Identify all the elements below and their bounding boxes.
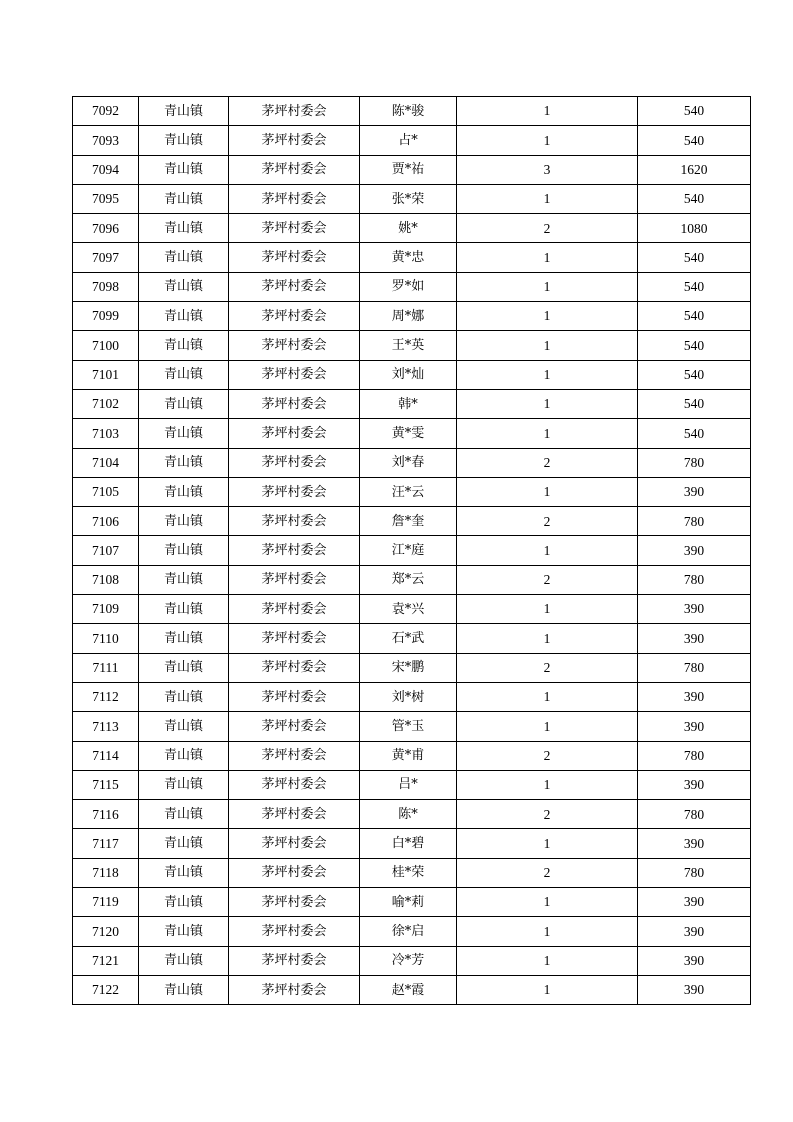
cell-count: 1 <box>457 272 638 301</box>
table-row <box>73 184 751 213</box>
cell-person-name: 黄*忠 <box>360 243 457 272</box>
cell-person-name: 刘*树 <box>360 682 457 711</box>
cell-person-name: 刘*春 <box>360 448 457 477</box>
cell-count: 1 <box>457 126 638 155</box>
cell-village-committee: 茅坪村委会 <box>229 477 360 506</box>
table-row <box>73 565 751 594</box>
table-row <box>73 272 751 301</box>
table-row <box>73 97 751 126</box>
cell-count: 2 <box>457 741 638 770</box>
cell-person-name: 陈*骏 <box>360 97 457 126</box>
cell-amount: 390 <box>638 624 751 653</box>
table-row <box>73 507 751 536</box>
cell-serial-number: 7101 <box>73 360 139 389</box>
table-row <box>73 448 751 477</box>
cell-count: 1 <box>457 975 638 1004</box>
cell-person-name: 黄*雯 <box>360 419 457 448</box>
cell-count: 2 <box>457 800 638 829</box>
cell-count: 1 <box>457 888 638 917</box>
table-row <box>73 389 751 418</box>
table-row <box>73 741 751 770</box>
cell-village-committee: 茅坪村委会 <box>229 536 360 565</box>
cell-person-name: 周*娜 <box>360 302 457 331</box>
cell-amount: 540 <box>638 243 751 272</box>
cell-amount: 780 <box>638 507 751 536</box>
cell-person-name: 白*碧 <box>360 829 457 858</box>
table-row <box>73 829 751 858</box>
cell-person-name: 喻*莉 <box>360 888 457 917</box>
cell-village-committee: 茅坪村委会 <box>229 682 360 711</box>
table-row <box>73 946 751 975</box>
cell-town: 青山镇 <box>139 536 229 565</box>
cell-amount: 390 <box>638 536 751 565</box>
cell-village-committee: 茅坪村委会 <box>229 653 360 682</box>
cell-village-committee: 茅坪村委会 <box>229 565 360 594</box>
cell-serial-number: 7097 <box>73 243 139 272</box>
cell-count: 1 <box>457 302 638 331</box>
cell-village-committee: 茅坪村委会 <box>229 155 360 184</box>
cell-village-committee: 茅坪村委会 <box>229 97 360 126</box>
cell-serial-number: 7092 <box>73 97 139 126</box>
cell-town: 青山镇 <box>139 858 229 887</box>
cell-serial-number: 7114 <box>73 741 139 770</box>
cell-person-name: 姚* <box>360 214 457 243</box>
cell-serial-number: 7096 <box>73 214 139 243</box>
cell-count: 1 <box>457 624 638 653</box>
cell-village-committee: 茅坪村委会 <box>229 858 360 887</box>
cell-count: 2 <box>457 507 638 536</box>
cell-person-name: 江*庭 <box>360 536 457 565</box>
cell-serial-number: 7111 <box>73 653 139 682</box>
table-row <box>73 917 751 946</box>
cell-person-name: 刘*灿 <box>360 360 457 389</box>
cell-person-name: 袁*兴 <box>360 595 457 624</box>
cell-town: 青山镇 <box>139 741 229 770</box>
cell-amount: 390 <box>638 595 751 624</box>
cell-serial-number: 7104 <box>73 448 139 477</box>
cell-town: 青山镇 <box>139 624 229 653</box>
cell-amount: 540 <box>638 419 751 448</box>
cell-amount: 390 <box>638 682 751 711</box>
cell-amount: 780 <box>638 741 751 770</box>
cell-person-name: 汪*云 <box>360 477 457 506</box>
cell-person-name: 黄*甫 <box>360 741 457 770</box>
cell-person-name: 管*玉 <box>360 712 457 741</box>
cell-person-name: 石*武 <box>360 624 457 653</box>
cell-amount: 780 <box>638 448 751 477</box>
cell-amount: 780 <box>638 653 751 682</box>
cell-count: 1 <box>457 331 638 360</box>
cell-serial-number: 7102 <box>73 389 139 418</box>
cell-person-name: 张*荣 <box>360 184 457 213</box>
cell-town: 青山镇 <box>139 653 229 682</box>
table-row <box>73 360 751 389</box>
cell-count: 2 <box>457 448 638 477</box>
cell-amount: 540 <box>638 184 751 213</box>
cell-person-name: 郑*云 <box>360 565 457 594</box>
cell-count: 1 <box>457 477 638 506</box>
table-row <box>73 975 751 1004</box>
cell-village-committee: 茅坪村委会 <box>229 595 360 624</box>
cell-serial-number: 7093 <box>73 126 139 155</box>
cell-amount: 1080 <box>638 214 751 243</box>
cell-serial-number: 7095 <box>73 184 139 213</box>
cell-amount: 390 <box>638 770 751 799</box>
cell-town: 青山镇 <box>139 214 229 243</box>
cell-amount: 780 <box>638 858 751 887</box>
cell-village-committee: 茅坪村委会 <box>229 712 360 741</box>
cell-amount: 390 <box>638 477 751 506</box>
cell-count: 1 <box>457 243 638 272</box>
table-row <box>73 624 751 653</box>
cell-village-committee: 茅坪村委会 <box>229 800 360 829</box>
cell-town: 青山镇 <box>139 477 229 506</box>
cell-count: 1 <box>457 682 638 711</box>
cell-count: 1 <box>457 712 638 741</box>
cell-town: 青山镇 <box>139 595 229 624</box>
cell-count: 2 <box>457 653 638 682</box>
cell-amount: 780 <box>638 800 751 829</box>
cell-serial-number: 7100 <box>73 331 139 360</box>
cell-amount: 540 <box>638 272 751 301</box>
cell-person-name: 徐*启 <box>360 917 457 946</box>
cell-amount: 390 <box>638 946 751 975</box>
cell-amount: 390 <box>638 888 751 917</box>
table-row <box>73 126 751 155</box>
cell-serial-number: 7110 <box>73 624 139 653</box>
cell-village-committee: 茅坪村委会 <box>229 917 360 946</box>
cell-town: 青山镇 <box>139 975 229 1004</box>
cell-serial-number: 7112 <box>73 682 139 711</box>
cell-count: 1 <box>457 536 638 565</box>
cell-count: 3 <box>457 155 638 184</box>
cell-town: 青山镇 <box>139 97 229 126</box>
cell-serial-number: 7119 <box>73 888 139 917</box>
table-row <box>73 595 751 624</box>
cell-village-committee: 茅坪村委会 <box>229 184 360 213</box>
cell-serial-number: 7107 <box>73 536 139 565</box>
cell-village-committee: 茅坪村委会 <box>229 360 360 389</box>
cell-amount: 390 <box>638 712 751 741</box>
cell-village-committee: 茅坪村委会 <box>229 448 360 477</box>
cell-amount: 540 <box>638 126 751 155</box>
table-row <box>73 682 751 711</box>
cell-village-committee: 茅坪村委会 <box>229 829 360 858</box>
cell-town: 青山镇 <box>139 770 229 799</box>
cell-serial-number: 7116 <box>73 800 139 829</box>
cell-serial-number: 7121 <box>73 946 139 975</box>
cell-village-committee: 茅坪村委会 <box>229 741 360 770</box>
cell-person-name: 宋*鹏 <box>360 653 457 682</box>
cell-town: 青山镇 <box>139 712 229 741</box>
cell-serial-number: 7108 <box>73 565 139 594</box>
cell-town: 青山镇 <box>139 155 229 184</box>
cell-person-name: 罗*如 <box>360 272 457 301</box>
data-table <box>72 96 751 1005</box>
cell-village-committee: 茅坪村委会 <box>229 214 360 243</box>
cell-count: 1 <box>457 184 638 213</box>
cell-person-name: 王*英 <box>360 331 457 360</box>
cell-amount: 390 <box>638 917 751 946</box>
cell-town: 青山镇 <box>139 272 229 301</box>
cell-person-name: 赵*霞 <box>360 975 457 1004</box>
cell-count: 2 <box>457 565 638 594</box>
cell-amount: 540 <box>638 360 751 389</box>
cell-serial-number: 7115 <box>73 770 139 799</box>
table-row <box>73 243 751 272</box>
table-row <box>73 214 751 243</box>
cell-amount: 540 <box>638 331 751 360</box>
cell-count: 1 <box>457 419 638 448</box>
cell-count: 2 <box>457 858 638 887</box>
table-body <box>73 97 751 1005</box>
cell-amount: 390 <box>638 829 751 858</box>
cell-town: 青山镇 <box>139 888 229 917</box>
cell-serial-number: 7120 <box>73 917 139 946</box>
cell-town: 青山镇 <box>139 389 229 418</box>
cell-town: 青山镇 <box>139 946 229 975</box>
cell-village-committee: 茅坪村委会 <box>229 389 360 418</box>
cell-amount: 390 <box>638 975 751 1004</box>
table-row <box>73 331 751 360</box>
cell-town: 青山镇 <box>139 565 229 594</box>
cell-village-committee: 茅坪村委会 <box>229 302 360 331</box>
cell-count: 1 <box>457 360 638 389</box>
cell-town: 青山镇 <box>139 682 229 711</box>
cell-count: 2 <box>457 214 638 243</box>
cell-serial-number: 7118 <box>73 858 139 887</box>
cell-amount: 540 <box>638 97 751 126</box>
cell-town: 青山镇 <box>139 507 229 536</box>
table-row <box>73 419 751 448</box>
table-row <box>73 653 751 682</box>
cell-count: 1 <box>457 917 638 946</box>
table-row <box>73 477 751 506</box>
cell-person-name: 冷*芳 <box>360 946 457 975</box>
cell-count: 1 <box>457 595 638 624</box>
table-row <box>73 155 751 184</box>
cell-serial-number: 7113 <box>73 712 139 741</box>
cell-person-name: 贾*祐 <box>360 155 457 184</box>
cell-village-committee: 茅坪村委会 <box>229 770 360 799</box>
cell-serial-number: 7105 <box>73 477 139 506</box>
cell-serial-number: 7106 <box>73 507 139 536</box>
cell-serial-number: 7099 <box>73 302 139 331</box>
cell-village-committee: 茅坪村委会 <box>229 126 360 155</box>
cell-town: 青山镇 <box>139 331 229 360</box>
cell-amount: 540 <box>638 302 751 331</box>
cell-person-name: 吕* <box>360 770 457 799</box>
cell-count: 1 <box>457 389 638 418</box>
cell-town: 青山镇 <box>139 829 229 858</box>
cell-person-name: 桂*荣 <box>360 858 457 887</box>
cell-village-committee: 茅坪村委会 <box>229 888 360 917</box>
cell-village-committee: 茅坪村委会 <box>229 419 360 448</box>
cell-town: 青山镇 <box>139 184 229 213</box>
cell-person-name: 韩* <box>360 389 457 418</box>
table-row <box>73 858 751 887</box>
cell-village-committee: 茅坪村委会 <box>229 331 360 360</box>
table-row <box>73 712 751 741</box>
cell-village-committee: 茅坪村委会 <box>229 946 360 975</box>
cell-village-committee: 茅坪村委会 <box>229 507 360 536</box>
cell-serial-number: 7098 <box>73 272 139 301</box>
table-row <box>73 302 751 331</box>
cell-town: 青山镇 <box>139 917 229 946</box>
table-row <box>73 536 751 565</box>
cell-person-name: 占* <box>360 126 457 155</box>
table-row <box>73 770 751 799</box>
cell-town: 青山镇 <box>139 360 229 389</box>
cell-serial-number: 7094 <box>73 155 139 184</box>
cell-amount: 780 <box>638 565 751 594</box>
cell-count: 1 <box>457 770 638 799</box>
cell-person-name: 陈* <box>360 800 457 829</box>
cell-village-committee: 茅坪村委会 <box>229 272 360 301</box>
cell-count: 1 <box>457 97 638 126</box>
cell-town: 青山镇 <box>139 243 229 272</box>
cell-amount: 540 <box>638 389 751 418</box>
cell-village-committee: 茅坪村委会 <box>229 975 360 1004</box>
cell-town: 青山镇 <box>139 448 229 477</box>
cell-count: 1 <box>457 829 638 858</box>
cell-town: 青山镇 <box>139 126 229 155</box>
cell-person-name: 詹*奎 <box>360 507 457 536</box>
cell-village-committee: 茅坪村委会 <box>229 624 360 653</box>
cell-count: 1 <box>457 946 638 975</box>
cell-town: 青山镇 <box>139 302 229 331</box>
table-row <box>73 888 751 917</box>
cell-village-committee: 茅坪村委会 <box>229 243 360 272</box>
table-row <box>73 800 751 829</box>
cell-serial-number: 7122 <box>73 975 139 1004</box>
cell-town: 青山镇 <box>139 800 229 829</box>
cell-serial-number: 7109 <box>73 595 139 624</box>
cell-serial-number: 7117 <box>73 829 139 858</box>
cell-serial-number: 7103 <box>73 419 139 448</box>
cell-town: 青山镇 <box>139 419 229 448</box>
cell-amount: 1620 <box>638 155 751 184</box>
